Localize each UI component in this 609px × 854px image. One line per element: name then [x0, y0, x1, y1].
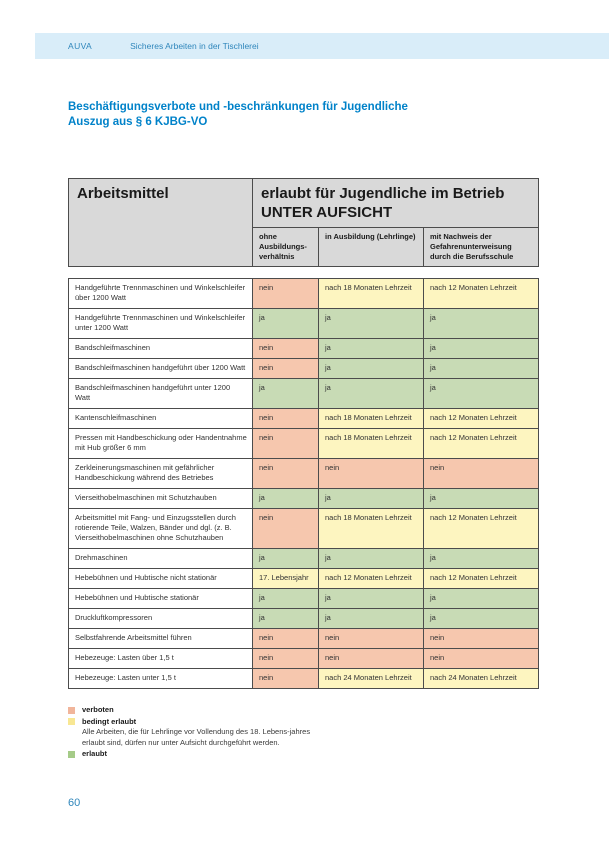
value-cell-erlaubt: ja	[319, 549, 424, 569]
value-cell-verboten: nein	[424, 459, 539, 489]
value-cell-erlaubt: ja	[319, 339, 424, 359]
value-cell-erlaubt: ja	[319, 589, 424, 609]
value-cell-bedingt: nach 18 Monaten Lehrzeit	[319, 509, 424, 549]
value-cell-erlaubt: ja	[424, 379, 539, 409]
arbeitsmittel-label: Kantenschleifmaschinen	[69, 409, 253, 429]
arbeitsmittel-label: Hebebühnen und Hubtische nicht stationär	[69, 569, 253, 589]
arbeitsmittel-label: Handgeführte Trennmaschinen und Winkelschleifer unter 1200 Watt	[69, 309, 253, 339]
value-cell-bedingt: nach 18 Monaten Lehrzeit	[319, 409, 424, 429]
table-row	[69, 489, 539, 509]
value-cell-verboten: nein	[253, 629, 319, 649]
arbeitsmittel-label: Hebezeuge: Lasten unter 1,5 t	[69, 669, 253, 689]
subheader-in-ausbildung: in Ausbildung (Lehrlinge)	[319, 228, 424, 267]
value-cell-erlaubt: ja	[424, 339, 539, 359]
column-header-arbeitsmittel: Arbeitsmittel	[69, 179, 253, 267]
restrictions-table	[68, 278, 539, 689]
main-header	[253, 179, 539, 228]
arbeitsmittel-label: Bandschleifmaschinen	[69, 339, 253, 359]
value-cell-erlaubt: ja	[424, 549, 539, 569]
header-band	[35, 33, 609, 59]
value-cell-verboten: nein	[253, 649, 319, 669]
arbeitsmittel-label: Hebebühnen und Hubtische stationär	[69, 589, 253, 609]
value-cell-bedingt: nach 12 Monaten Lehrzeit	[424, 409, 539, 429]
value-cell-verboten: nein	[424, 629, 539, 649]
arbeitsmittel-label: Selbstfahrende Arbeitsmittel führen	[69, 629, 253, 649]
arbeitsmittel-label: Handgeführte Trennmaschinen und Winkelschleifer über 1200 Watt	[69, 279, 253, 309]
restrictions-table-body	[69, 279, 539, 689]
document-title: Sicheres Arbeiten in der Tischlerei	[130, 41, 259, 51]
table-row	[69, 279, 539, 309]
main-header-line2: UNTER AUFSICHT	[261, 204, 393, 221]
arbeitsmittel-label: Drehmaschinen	[69, 549, 253, 569]
arbeitsmittel-label: Druckluftkompressoren	[69, 609, 253, 629]
table-row	[69, 569, 539, 589]
brand-text: AUVA	[68, 41, 93, 51]
value-cell-verboten: nein	[253, 669, 319, 689]
value-cell-bedingt: nach 12 Monaten Lehrzeit	[424, 279, 539, 309]
table-row	[69, 669, 539, 689]
value-cell-verboten: nein	[253, 409, 319, 429]
value-cell-erlaubt: ja	[253, 549, 319, 569]
value-cell-erlaubt: ja	[424, 489, 539, 509]
arbeitsmittel-label: Bandschleifmaschinen handgeführt unter 1200 Watt	[69, 379, 253, 409]
value-cell-verboten: nein	[253, 359, 319, 379]
value-cell-bedingt: 17. Lebensjahr	[253, 569, 319, 589]
legend-item-bedingt	[68, 717, 538, 749]
value-cell-bedingt: nach 12 Monaten Lehrzeit	[424, 429, 539, 459]
value-cell-bedingt: nach 24 Monaten Lehrzeit	[319, 669, 424, 689]
value-cell-verboten: nein	[253, 429, 319, 459]
page-number: 60	[68, 797, 81, 809]
value-cell-verboten: nein	[253, 339, 319, 359]
legend-label: bedingt erlaubt	[82, 716, 137, 726]
page-title-line2: Auszug aus § 6 KJBG-VO	[68, 116, 208, 128]
value-cell-bedingt: nach 24 Monaten Lehrzeit	[424, 669, 539, 689]
arbeitsmittel-label: Pressen mit Handbeschickung oder Handentnahme mit Hub größer 6 mm	[69, 429, 253, 459]
table-row	[69, 629, 539, 649]
arbeitsmittel-label: Vierseithobelmaschinen mit Schutzhauben	[69, 489, 253, 509]
value-cell-bedingt: nach 12 Monaten Lehrzeit	[319, 569, 424, 589]
content-column	[68, 100, 538, 761]
value-cell-erlaubt: ja	[253, 309, 319, 339]
arbeitsmittel-label: Arbeitsmittel mit Fang- und Einzugsstellen durch rotierende Teile, Walzen, Bänder und dgl. (z. B. Vierseithobelmaschinen ohne Schutzhauben	[69, 509, 253, 549]
table-row	[69, 429, 539, 459]
value-cell-erlaubt: ja	[319, 609, 424, 629]
legend-label: erlaubt	[82, 749, 108, 758]
value-cell-bedingt: nach 18 Monaten Lehrzeit	[319, 429, 424, 459]
page-title-line1: Beschäftigungsverbote und -beschränkungen für Jugendliche	[68, 101, 408, 113]
table-row	[69, 409, 539, 429]
table-row	[69, 379, 539, 409]
legend-color-chip-bedingt	[68, 718, 75, 725]
table-row	[69, 649, 539, 669]
value-cell-erlaubt: ja	[424, 589, 539, 609]
value-cell-verboten: nein	[253, 459, 319, 489]
value-cell-verboten: nein	[253, 279, 319, 309]
value-cell-verboten: nein	[424, 649, 539, 669]
arbeitsmittel-label: Bandschleifmaschinen handgeführt über 1200 Watt	[69, 359, 253, 379]
value-cell-verboten: nein	[319, 629, 424, 649]
page-title	[68, 100, 538, 130]
main-header-line1: erlaubt für Jugendliche im Betrieb	[261, 185, 505, 202]
value-cell-erlaubt: ja	[424, 609, 539, 629]
table-row	[69, 339, 539, 359]
legend-color-chip-erlaubt	[68, 751, 75, 758]
table-row	[69, 459, 539, 489]
legend	[68, 705, 538, 760]
value-cell-bedingt: nach 12 Monaten Lehrzeit	[424, 569, 539, 589]
legend-description: Alle Arbeiten, die für Lehrlinge vor Vollendung des 18. Lebens-jahres erlaubt sind, dürfen nur unter Aufsicht durchgeführt werden.	[82, 727, 311, 747]
subheader-mit-nachweis: mit Nachweis der Gefahrenunterweisung durch die Berufsschule	[424, 228, 539, 267]
arbeitsmittel-label: Hebezeuge: Lasten über 1,5 t	[69, 649, 253, 669]
table-header	[68, 178, 539, 267]
subheader-ohne-ausbildung: ohne Ausbildungs-verhältnis	[253, 228, 319, 267]
value-cell-erlaubt: ja	[253, 379, 319, 409]
value-cell-verboten: nein	[319, 459, 424, 489]
value-cell-verboten: nein	[319, 649, 424, 669]
value-cell-erlaubt: ja	[253, 489, 319, 509]
legend-color-chip-verboten	[68, 707, 75, 714]
table-row	[69, 549, 539, 569]
table-row	[69, 359, 539, 379]
value-cell-erlaubt: ja	[319, 379, 424, 409]
value-cell-erlaubt: ja	[424, 309, 539, 339]
arbeitsmittel-label: Zerkleinerungsmaschinen mit gefährlicher Handbeschickung während des Betriebes	[69, 459, 253, 489]
value-cell-erlaubt: ja	[319, 359, 424, 379]
legend-item-erlaubt	[68, 749, 538, 760]
legend-item-verboten	[68, 705, 538, 716]
table-row	[69, 589, 539, 609]
table-row	[69, 509, 539, 549]
value-cell-bedingt: nach 12 Monaten Lehrzeit	[424, 509, 539, 549]
legend-label: verboten	[82, 705, 114, 714]
value-cell-erlaubt: ja	[253, 589, 319, 609]
value-cell-bedingt: nach 18 Monaten Lehrzeit	[319, 279, 424, 309]
value-cell-erlaubt: ja	[253, 609, 319, 629]
table-row	[69, 309, 539, 339]
value-cell-verboten: nein	[253, 509, 319, 549]
value-cell-erlaubt: ja	[319, 309, 424, 339]
value-cell-erlaubt: ja	[424, 359, 539, 379]
table-row	[69, 609, 539, 629]
value-cell-erlaubt: ja	[319, 489, 424, 509]
